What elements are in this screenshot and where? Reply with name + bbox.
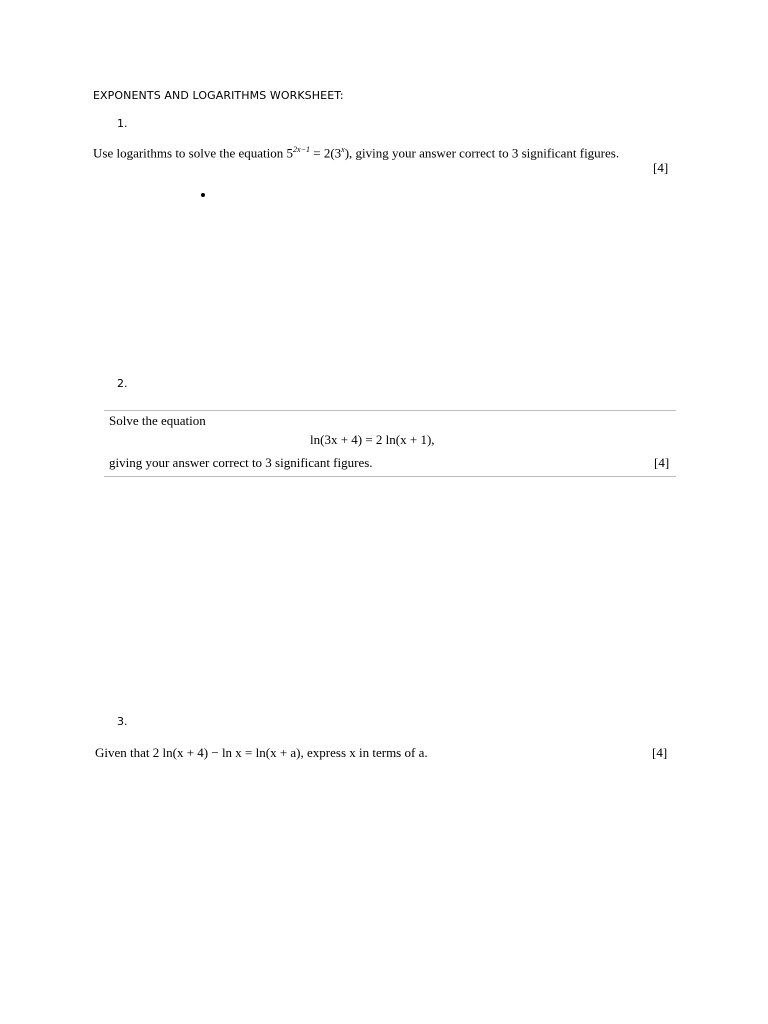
question-1-exponent: 2x−1 <box>293 145 310 154</box>
question-3-number: 3. <box>117 715 128 728</box>
question-3-marks: [4] <box>652 745 668 760</box>
question-1-text-after: = 2(3 <box>309 145 342 161</box>
question-2-number: 2. <box>117 377 128 390</box>
question-1-text-end: ), giving your answer correct to 3 significant figures. <box>344 145 620 161</box>
question-2-line-1: Solve the equation <box>109 413 206 428</box>
worksheet-title: EXPONENTS AND LOGARITHMS WORKSHEET: <box>93 89 344 102</box>
question-1-text-before: Use logarithms to solve the equation 5 <box>93 145 294 161</box>
question-2-top-rule <box>104 410 676 411</box>
question-2-line-3: giving your answer correct to 3 significant figures. <box>109 455 373 470</box>
question-3-text: Given that 2 ln(x + 4) − ln x = ln(x + a), express x in terms of a. <box>95 745 428 760</box>
question-1-marks: [4] <box>653 160 669 175</box>
question-1-exponent-2: x <box>341 145 345 154</box>
question-1-text <box>93 145 619 161</box>
question-2-bottom-rule <box>104 476 676 477</box>
question-2-marks: [4] <box>654 455 670 470</box>
question-2-equation: ln(3x + 4) = 2 ln(x + 1), <box>310 432 435 447</box>
ink-dot <box>201 193 205 197</box>
question-1-number: 1. <box>117 117 128 130</box>
